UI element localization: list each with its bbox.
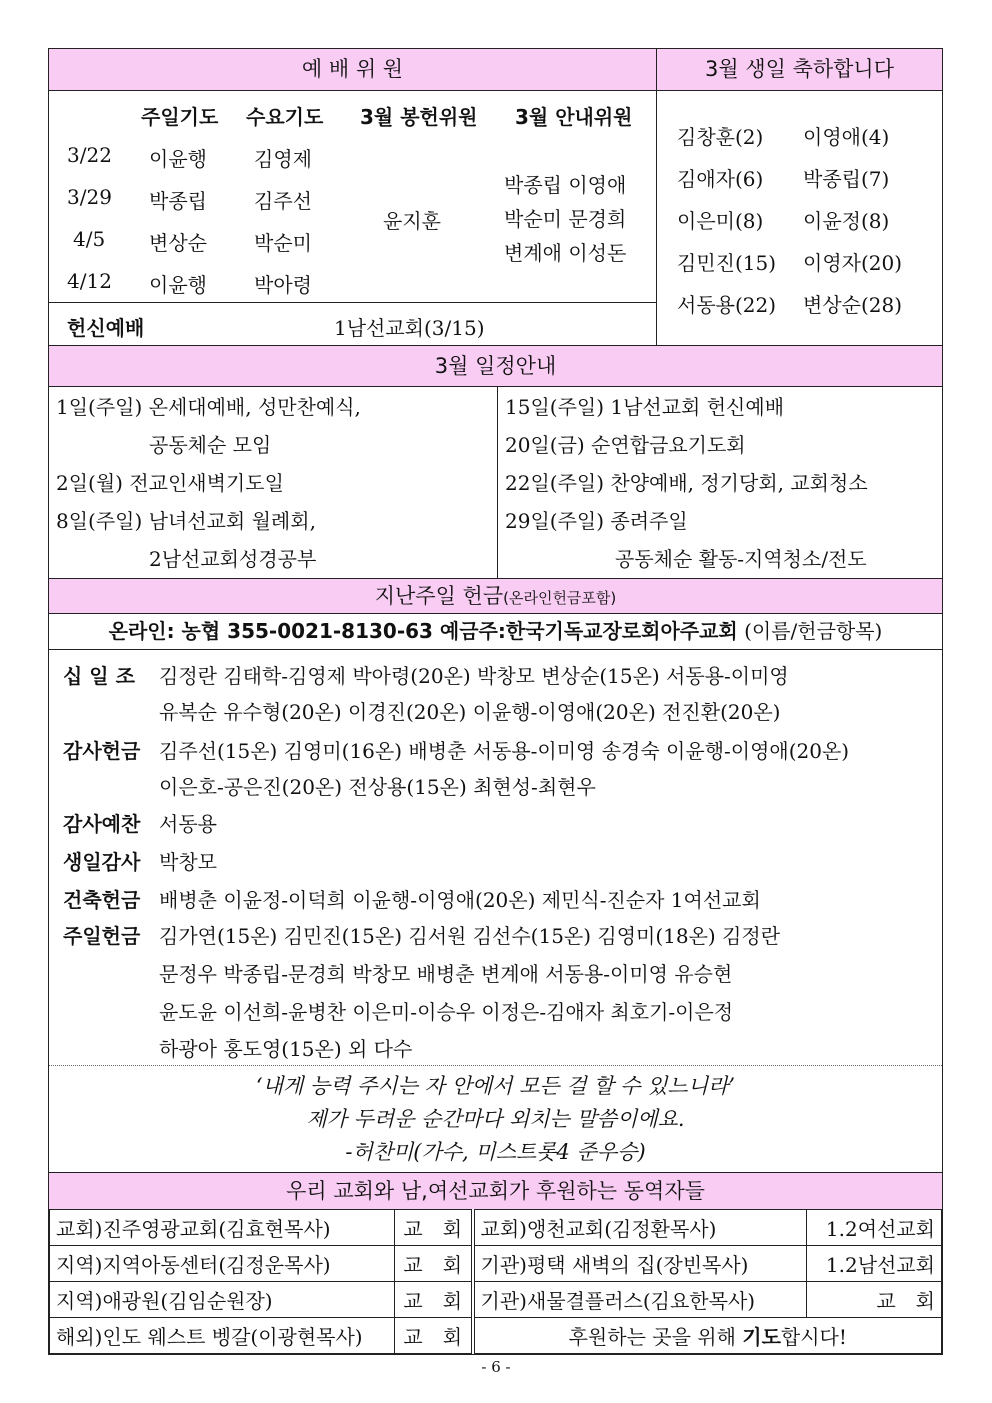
support-partner: 지역)애광원(김임순원장)	[50, 1282, 395, 1318]
committee-wednesday-name: 박순미	[254, 231, 312, 255]
schedule-item: 8일(주일) 남녀선교회 월례회,	[56, 509, 316, 533]
schedule-item: 15일(주일) 1남선교회 헌신예배	[505, 395, 785, 419]
table-row	[50, 1318, 942, 1354]
offering-category: 감사헌금	[63, 739, 141, 763]
support-partner: 기관)새물결플러스(김요한목사)	[473, 1282, 807, 1318]
support-sponsor: 교 회	[395, 1282, 473, 1318]
schedule-item: 2일(월) 전교인새벽기도일	[56, 471, 284, 495]
offering-category: 주일헌금	[63, 924, 141, 948]
schedule-header: 3월 일정안내	[49, 346, 942, 387]
offering-names: 하광아 홍도영(15온) 외 다수	[159, 1037, 413, 1061]
col-offering-committee: 3월 봉헌위원	[360, 105, 478, 129]
committee-sunday-name: 이윤행	[149, 147, 207, 171]
offering-names: 문정우 박종립-문경희 박창모 배병춘 변계애 서동용-이미영 유승현	[159, 962, 733, 986]
birthday-name: 김창훈(2)	[677, 125, 764, 149]
online-account	[49, 614, 942, 650]
prayer-emphasis: 기도	[742, 1325, 781, 1349]
offering-list	[49, 650, 942, 1065]
offering-category: 생일감사	[63, 850, 141, 874]
prayer-text: 합시다!	[780, 1325, 847, 1349]
offering-category: 감사예찬	[63, 812, 141, 836]
offering-category: 건축헌금	[63, 888, 141, 912]
online-account-note: (이름/헌금항목)	[744, 619, 883, 643]
committee-wednesday-name: 박아령	[254, 273, 312, 297]
quote-line: 제가 두려운 순간마다 외치는 말씀이에요.	[306, 1107, 685, 1131]
birthday-name: 이윤정(8)	[803, 209, 890, 233]
quote-block	[49, 1065, 942, 1172]
schedule-item: 20일(금) 순연합금요기도회	[505, 433, 746, 457]
committee-date: 3/29	[67, 185, 112, 209]
offering-category: 십 일 조	[63, 664, 135, 688]
support-partner: 해외)인도 웨스트 벵갈(이광현목사)	[50, 1318, 395, 1354]
col-usher-committee: 3월 안내위원	[515, 105, 633, 129]
bulletin-frame	[48, 48, 943, 1355]
birthday-name: 이영자(20)	[803, 251, 903, 275]
committee-sunday-name: 박종립	[149, 189, 207, 213]
birthday-name: 이은미(8)	[677, 209, 764, 233]
schedule-item: 1일(주일) 온세대예배, 성만찬예식,	[56, 395, 361, 419]
support-section	[49, 1173, 942, 1355]
offering-subtitle: (온라인헌금포함)	[503, 589, 617, 607]
schedule-section	[49, 346, 942, 579]
worship-committee	[49, 49, 657, 345]
support-sponsor: 교 회	[395, 1318, 473, 1354]
dedication-divider	[49, 302, 656, 303]
offering-member: 윤지훈	[383, 209, 441, 233]
offering-names: 김정란 김태학-김영제 박아령(20온) 박창모 변상순(15온) 서동용-이미영	[159, 664, 789, 688]
support-sponsor: 교 회	[395, 1210, 473, 1246]
support-sponsor: 1.2여선교회	[807, 1210, 942, 1246]
offering-names: 유복순 유수형(20온) 이경진(20온) 이윤행-이영애(20온) 전진환(20온)	[159, 700, 781, 724]
committee-wednesday-name: 김영제	[254, 147, 312, 171]
birthday-panel	[657, 49, 942, 345]
support-header: 우리 교회와 남,여선교회가 후원하는 동역자들	[49, 1173, 942, 1209]
table-row	[50, 1246, 942, 1282]
offering-names: 배병춘 이윤정-이덕희 이윤행-이영애(20온) 제민식-진순자 1여선교회	[159, 888, 761, 912]
committee-header: 예 배 위 원	[49, 49, 656, 91]
support-partner: 교회)앵천교회(김정환목사)	[473, 1210, 807, 1246]
dedication-value: 1남선교회(3/15)	[334, 316, 485, 340]
birthday-name: 김민진(15)	[677, 251, 777, 275]
committee-date: 3/22	[67, 143, 112, 167]
offering-title: 지난주일 헌금	[374, 584, 504, 608]
bulletin-page	[48, 48, 943, 1355]
schedule-left-column	[49, 387, 498, 578]
offering-names: 윤도윤 이선희-윤병찬 이은미-이승우 이정은-김애자 최호기-이은정	[159, 1000, 734, 1024]
birthday-name: 이영애(4)	[803, 125, 890, 149]
birthday-header: 3월 생일 축하합니다	[657, 49, 942, 91]
offering-names: 김주선(15온) 김영미(16온) 배병춘 서동용-이미영 송경숙 이윤행-이영애(20온)	[159, 739, 850, 763]
table-row	[50, 1210, 942, 1246]
quote-attribution: -허찬미(가수, 미스트롯4 준우승)	[345, 1140, 646, 1164]
committee-date: 4/12	[67, 269, 112, 293]
birthday-name: 서동용(22)	[677, 293, 777, 317]
support-sponsor: 교 회	[395, 1246, 473, 1282]
support-partner: 기관)평택 새벽의 집(장빈목사)	[473, 1246, 807, 1282]
offering-names: 김가연(15온) 김민진(15온) 김서원 김선수(15온) 김영미(18온) 김정란	[159, 924, 781, 948]
birthday-name: 박종립(7)	[803, 167, 890, 191]
quote-line: ‘내게 능력 주시는 자 안에서 모든 걸 할 수 있느니라’	[255, 1074, 736, 1098]
committee-sunday-name: 이윤행	[149, 273, 207, 297]
committee-wednesday-name: 김주선	[254, 189, 312, 213]
schedule-item: 29일(주일) 종려주일	[505, 509, 688, 533]
offering-names: 서동용	[159, 812, 217, 836]
support-table	[49, 1209, 942, 1354]
offering-names: 박창모	[159, 850, 217, 874]
offering-names: 이은호-공은진(20온) 전상용(15온) 최현성-최현우	[159, 775, 596, 799]
support-partner: 교회)진주영광교회(김효현목사)	[50, 1210, 395, 1246]
prayer-footer	[473, 1318, 942, 1354]
online-account-info: 온라인: 농협 355-0021-8130-63 예금주:한국기독교장로회아주교회	[108, 619, 738, 643]
schedule-item: 2남선교회성경공부	[149, 547, 317, 571]
support-sponsor: 1.2남선교회	[807, 1246, 942, 1282]
col-sunday-prayer: 주일기도	[141, 105, 219, 129]
schedule-item: 공동체순 모임	[149, 433, 272, 457]
usher-names: 변계애 이성돈	[504, 241, 627, 265]
page-number: - 6 -	[481, 1358, 511, 1376]
prayer-text: 후원하는 곳을 위해	[568, 1325, 743, 1349]
schedule-item: 22일(주일) 찬양예배, 정기당회, 교회청소	[505, 471, 868, 495]
committee-date: 4/5	[73, 227, 106, 251]
schedule-item: 공동체순 활동-지역청소/전도	[615, 547, 867, 571]
support-sponsor: 교 회	[807, 1282, 942, 1318]
table-row	[50, 1282, 942, 1318]
top-section	[49, 49, 942, 346]
birthday-name: 변상순(28)	[803, 293, 903, 317]
dedication-label: 헌신예배	[67, 316, 145, 340]
schedule-right-column	[498, 387, 942, 578]
col-wednesday-prayer: 수요기도	[246, 105, 324, 129]
committee-sunday-name: 변상순	[149, 231, 207, 255]
support-partner: 지역)지역아동센터(김정운목사)	[50, 1246, 395, 1282]
usher-names: 박순미 문경희	[504, 207, 627, 231]
birthday-name: 김애자(6)	[677, 167, 764, 191]
offering-section	[49, 579, 942, 1173]
usher-names: 박종립 이영애	[504, 173, 627, 197]
offering-header	[49, 579, 942, 614]
